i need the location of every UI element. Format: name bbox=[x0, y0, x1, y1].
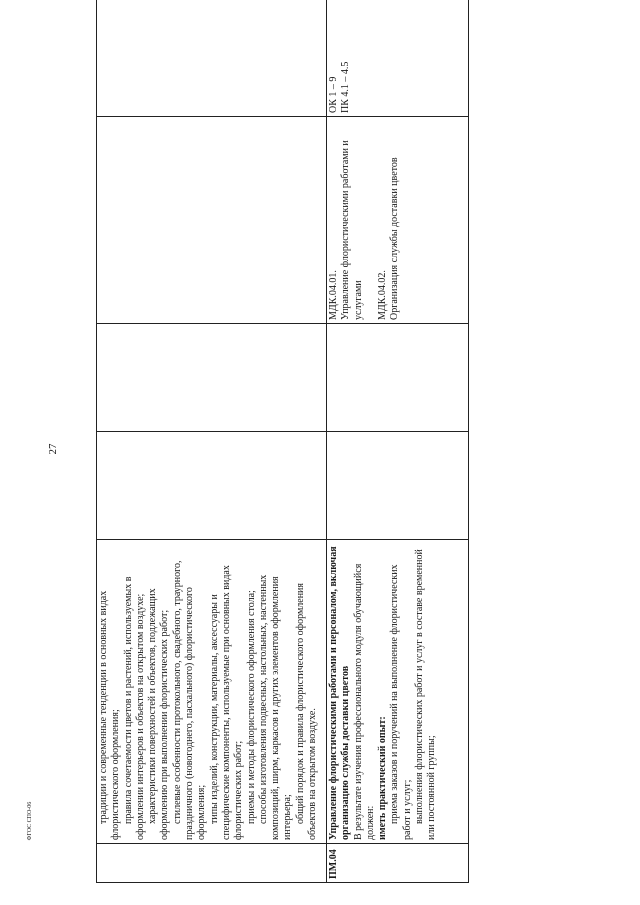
list-item: стилевые особенности протокольного, свадебного, траурного, праздничного (новогоднего, пасхального) флористического оформления; bbox=[171, 560, 208, 840]
mdk-item bbox=[328, 120, 365, 320]
description-cell bbox=[97, 540, 327, 844]
list-item: приемы и методы флористического оформления стола; bbox=[245, 590, 257, 824]
mdk-name: Организация службы доставки цветов bbox=[389, 157, 401, 320]
mdk-cell bbox=[97, 117, 327, 324]
list-item: характеристики поверхностей и объектов, подлежащих оформлению при выполнении флористических работ; bbox=[147, 588, 171, 840]
footer-code: ФГОС СПО-06 bbox=[27, 801, 33, 841]
mdk-code: МДК.04.01. bbox=[328, 270, 339, 320]
module-code: ПМ.04 bbox=[327, 844, 469, 883]
mdk-code: МДК.04.02. bbox=[376, 270, 388, 320]
table-row bbox=[327, 0, 469, 883]
competency-pk: ПК 4.1 – 4.5 bbox=[340, 61, 352, 113]
hours-cell bbox=[97, 324, 327, 432]
practice-heading: иметь практический опыт: bbox=[377, 716, 389, 840]
mdk-cell bbox=[327, 117, 469, 324]
module-title: Управление флористическими работами и персоналом, включая организацию службы доставки цветов bbox=[328, 546, 352, 840]
description-cell bbox=[327, 540, 469, 844]
list-item: правила сочетаемости цветов и растений, используемых в оформлении интерьеров и объектов на открытом воздухе; bbox=[122, 576, 146, 840]
rotated-table-container bbox=[96, 31, 469, 883]
list-item: способы изготовления подвесных, настольных, настенных композиций, ширм, каркасов и других элементов оформления интерьера; bbox=[257, 574, 294, 840]
list-item: традиции и современные тенденции в основных видах флористического оформления; bbox=[98, 590, 122, 840]
mdk-item bbox=[377, 120, 402, 320]
list-item: общий порядок и правила флористического оформления объектов на открытом воздухе. bbox=[294, 582, 319, 840]
list-item: приема заказов и поручений на выполнение флористических работ и услуг; bbox=[389, 564, 413, 840]
mdk-name: Управление флористическими работами и услугами bbox=[340, 140, 364, 320]
competency-ok: ОК 1 – 9 bbox=[328, 76, 339, 113]
list-item: выполнения флористических работ и услуг в составе временной или постоянной группы; bbox=[414, 549, 438, 840]
curriculum-table bbox=[96, 0, 469, 883]
hours-cell bbox=[327, 324, 469, 432]
page-number: 27 bbox=[47, 443, 59, 455]
competency-cell bbox=[327, 0, 469, 117]
hours-cell bbox=[327, 432, 469, 540]
list-item: типы изделий, конструкции, материалы, аксессуары и специфические компоненты, используемые при основных видах флористических работ; bbox=[208, 565, 245, 840]
code-cell bbox=[97, 844, 327, 883]
module-intro: В результате изучения профессионального модуля обучающийся должен: bbox=[352, 563, 376, 840]
table-row bbox=[97, 0, 327, 883]
hours-cell bbox=[97, 432, 327, 540]
competency-cell bbox=[97, 0, 327, 117]
